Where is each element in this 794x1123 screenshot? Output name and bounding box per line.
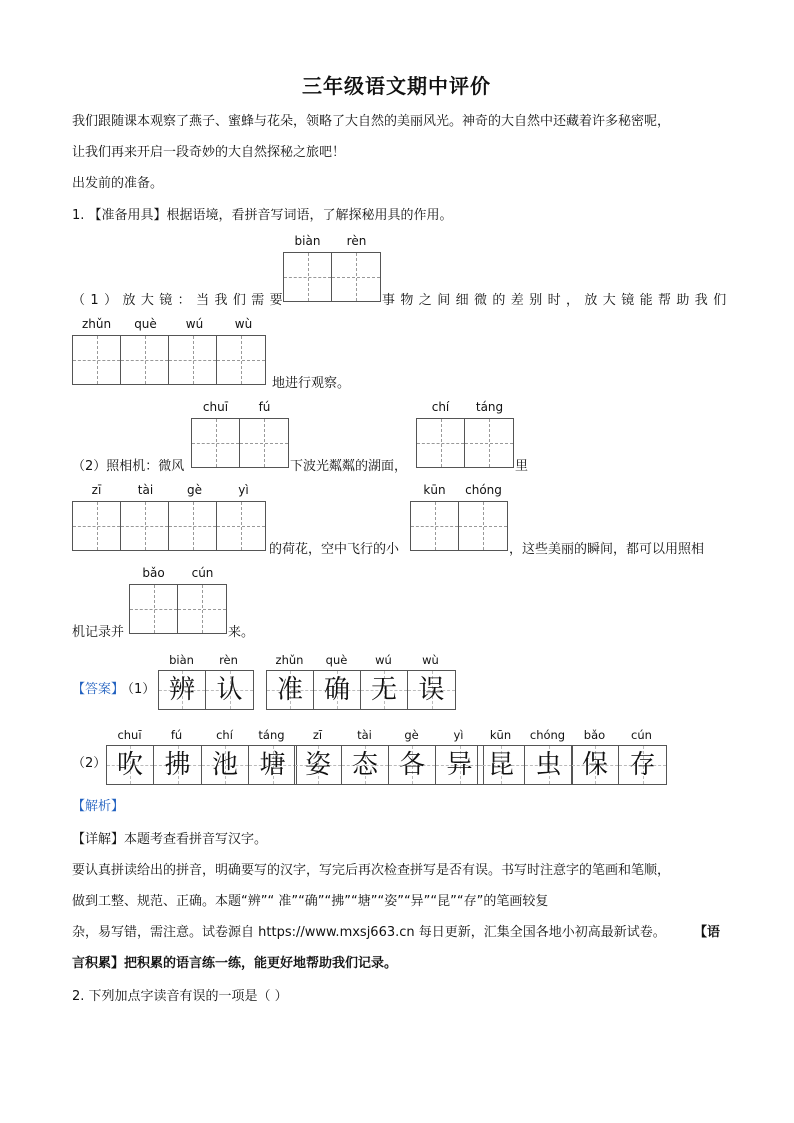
writing-cell[interactable] bbox=[178, 585, 226, 633]
pinyin: biàn bbox=[294, 234, 321, 248]
writing-cell[interactable] bbox=[130, 585, 178, 633]
writing-cell[interactable] bbox=[121, 336, 169, 384]
pinyin: wú bbox=[185, 317, 204, 331]
writing-cell[interactable] bbox=[121, 502, 169, 550]
writing-grid[interactable] bbox=[410, 501, 508, 551]
pinyin: yì bbox=[453, 728, 464, 742]
answer-cell: 昆 bbox=[478, 746, 525, 784]
answer-cell: 确 bbox=[314, 671, 361, 709]
answer-grid bbox=[266, 670, 456, 710]
q1-p2-text-a: （2）照相机：微风 bbox=[72, 459, 185, 474]
answer-cell: 辨 bbox=[159, 671, 206, 709]
q1-p2-text-e: ，这些美丽的瞬间，都可以用照相 bbox=[509, 542, 705, 557]
writing-cell[interactable] bbox=[73, 336, 121, 384]
writing-cell[interactable] bbox=[465, 419, 513, 467]
analysis-detail: 【详解】本题考查看拼音写汉字。 bbox=[72, 832, 268, 847]
answer-cell: 无 bbox=[361, 671, 408, 709]
analysis-label: 【解析】 bbox=[72, 799, 125, 814]
prep-line: 出发前的准备。 bbox=[72, 176, 164, 191]
analysis-line-3-bold: 【语 bbox=[694, 925, 721, 940]
pinyin: bǎo bbox=[583, 728, 606, 742]
writing-grid[interactable] bbox=[416, 418, 514, 468]
q1-p2-text-b: 下波光粼粼的湖面， bbox=[290, 459, 408, 474]
answer-cell: 虫 bbox=[525, 746, 572, 784]
pinyin: què bbox=[134, 317, 157, 331]
writing-cell[interactable] bbox=[169, 336, 217, 384]
pinyin: wù bbox=[234, 317, 253, 331]
q1-p1-text-b: 事物之间细微的差别时，放大镜能帮助我们 bbox=[382, 293, 732, 308]
answer-cell: 各 bbox=[389, 746, 436, 784]
pinyin: rèn bbox=[346, 234, 367, 248]
answer-grid bbox=[158, 670, 254, 710]
analysis-line-2: 做到工整、规范、正确。本题“辨”“ 准”“确”“拂”“塘”“姿”“异”“昆”“存”的笔画较复 bbox=[72, 894, 549, 909]
pinyin: biàn bbox=[169, 653, 194, 667]
pinyin: gè bbox=[404, 728, 419, 742]
answer-cell: 池 bbox=[202, 746, 249, 784]
q1-p2-text-c: 里 bbox=[515, 459, 529, 474]
answer-label: 【答案】 bbox=[72, 682, 125, 697]
pinyin: chuī bbox=[202, 400, 229, 414]
answer-grid bbox=[106, 745, 202, 785]
pinyin: zhǔn bbox=[81, 317, 112, 331]
q1-p1-text-a: （1）放大镜：当我们需要 bbox=[72, 293, 289, 308]
pinyin: chí bbox=[431, 400, 450, 414]
answer-cell: 态 bbox=[342, 746, 389, 784]
pinyin: fú bbox=[170, 728, 183, 742]
pinyin: táng bbox=[258, 728, 285, 742]
pinyin: chóng bbox=[529, 728, 566, 742]
answer-cell: 拂 bbox=[154, 746, 201, 784]
question-2: 2. 下列加点字读音有误的一项是（ ） bbox=[72, 989, 288, 1004]
answer-cell: 准 bbox=[267, 671, 314, 709]
pinyin: rèn bbox=[219, 653, 238, 667]
writing-cell[interactable] bbox=[217, 336, 265, 384]
intro-line-2: 让我们再来开启一段奇妙的大自然探秘之旅吧！ bbox=[72, 145, 346, 160]
writing-cell[interactable] bbox=[169, 502, 217, 550]
pinyin: zī bbox=[312, 728, 323, 742]
answer-cell: 吹 bbox=[107, 746, 154, 784]
pinyin: kūn bbox=[423, 483, 446, 497]
pinyin: cún bbox=[191, 566, 214, 580]
answer-part-2: （2） bbox=[72, 756, 107, 771]
writing-cell[interactable] bbox=[332, 253, 380, 301]
answer-cell: 塘 bbox=[249, 746, 296, 784]
answer-cell: 认 bbox=[206, 671, 253, 709]
question-1-heading: 1. 【准备用具】根据语境，看拼音写词语，了解探秘用具的作用。 bbox=[72, 208, 453, 223]
pinyin: chóng bbox=[465, 483, 502, 497]
answer-grid bbox=[477, 745, 573, 785]
pinyin: bǎo bbox=[142, 566, 165, 580]
pinyin: tài bbox=[357, 728, 372, 742]
pinyin: wù bbox=[422, 653, 439, 667]
pinyin: chuī bbox=[117, 728, 142, 742]
writing-cell[interactable] bbox=[411, 502, 459, 550]
q1-p2-text-f: 机记录并 bbox=[72, 625, 125, 640]
writing-grid[interactable] bbox=[283, 252, 381, 302]
analysis-line-1: 要认真拼读给出的拼音，明确要写的汉字，写完后再次检查拼写是否有误。书写时注意字的笔画和笔顺， bbox=[72, 863, 671, 878]
writing-cell[interactable] bbox=[217, 502, 265, 550]
writing-grid[interactable] bbox=[191, 418, 289, 468]
pinyin: zī bbox=[91, 483, 102, 497]
answer-cell: 异 bbox=[436, 746, 483, 784]
pinyin: gè bbox=[187, 483, 202, 497]
page-title: 三年级语文期中评价 bbox=[302, 74, 491, 98]
q1-p2-text-g: 来。 bbox=[228, 625, 255, 640]
answer-grid bbox=[294, 745, 484, 785]
pinyin: tài bbox=[137, 483, 154, 497]
answer-cell: 存 bbox=[619, 746, 666, 784]
analysis-line-3: 杂，易写错，需注意。试卷源自 https://www.mxsj663.cn 每日更新，汇集全国各地小初高最新试卷。 bbox=[72, 925, 666, 940]
pinyin: táng bbox=[475, 400, 504, 414]
answer-cell: 姿 bbox=[295, 746, 342, 784]
writing-cell[interactable] bbox=[192, 419, 240, 467]
q1-p1-text-c: 地进行观察。 bbox=[272, 376, 351, 391]
writing-grid[interactable] bbox=[72, 335, 266, 385]
answer-grid bbox=[201, 745, 297, 785]
pinyin: wú bbox=[375, 653, 392, 667]
pinyin: fú bbox=[258, 400, 271, 414]
writing-cell[interactable] bbox=[284, 253, 332, 301]
pinyin: zhǔn bbox=[275, 653, 304, 667]
writing-cell[interactable] bbox=[417, 419, 465, 467]
writing-cell[interactable] bbox=[240, 419, 288, 467]
pinyin: chí bbox=[216, 728, 233, 742]
intro-line-1: 我们跟随课本观察了燕子、蜜蜂与花朵，领略了大自然的美丽风光。神奇的大自然中还藏着许多秘密呢， bbox=[72, 114, 671, 129]
writing-grid[interactable] bbox=[129, 584, 227, 634]
answer-cell: 保 bbox=[572, 746, 619, 784]
writing-cell[interactable] bbox=[73, 502, 121, 550]
answer-part-1: （1） bbox=[121, 682, 156, 697]
analysis-line-4: 言积累】把积累的语言练一练，能更好地帮助我们记录。 bbox=[72, 956, 398, 971]
writing-grid[interactable] bbox=[72, 501, 266, 551]
pinyin: què bbox=[325, 653, 348, 667]
pinyin: cún bbox=[631, 728, 652, 742]
answer-grid bbox=[571, 745, 667, 785]
pinyin: yì bbox=[238, 483, 249, 497]
answer-cell: 误 bbox=[408, 671, 455, 709]
pinyin: kūn bbox=[489, 728, 512, 742]
writing-cell[interactable] bbox=[459, 502, 507, 550]
q1-p2-text-d: 的荷花，空中飞行的小 bbox=[269, 542, 400, 557]
